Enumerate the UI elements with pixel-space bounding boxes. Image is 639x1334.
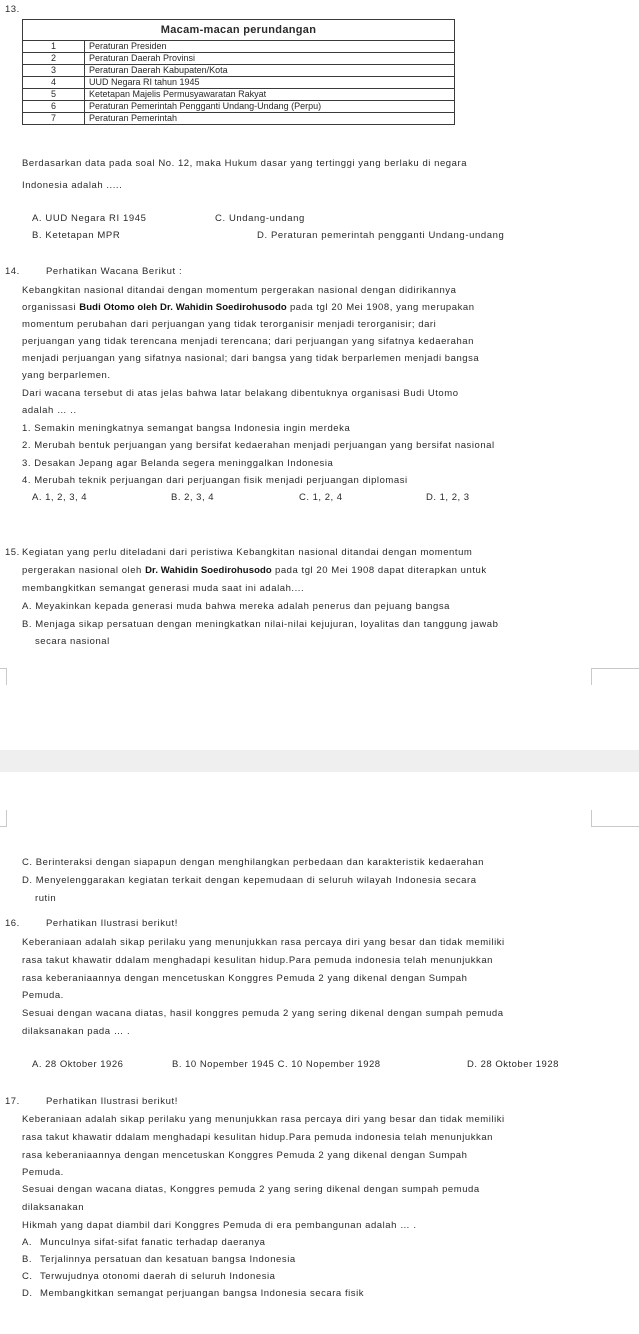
q14-heading: Perhatikan Wacana Berikut :: [46, 266, 183, 277]
q14-paragraph-line: perjuangan yang tidak terencana menjadi terencana; dari perjuangan yang sifatnya kedaerahan: [22, 336, 474, 347]
table-row: 1 Peraturan Presiden: [23, 41, 455, 53]
q13-option-a[interactable]: A. UUD Negara RI 1945: [32, 213, 147, 224]
q14-paragraph-line: yang berparlemen.: [22, 370, 111, 381]
q17-paragraph-line: dilaksanakan: [22, 1202, 85, 1213]
q14-paragraph-line: momentum perubahan dari perjuangan yang tidak terorganisir menjadi terorganisir; dari: [22, 319, 437, 330]
q17-option-d[interactable]: D. Membangkitkan semangat perjuangan bangsa Indonesia secara fisik: [22, 1288, 365, 1299]
q16-paragraph-line: rasa takut khawatir ddalam menghadapi kesulitan hidup.Para pemuda indonesia telah menunjukkan: [22, 955, 493, 966]
q16-heading: Perhatikan Ilustrasi berikut!: [46, 918, 178, 929]
table-row: 3 Peraturan Daerah Kabupaten/Kota: [23, 65, 455, 77]
q14-option-c[interactable]: C. 1, 2, 4: [299, 492, 343, 503]
page-separator: [0, 750, 639, 772]
q17-question-line: Hikmah yang dapat diambil dari Konggres Pemuda di era pembangunan adalah … .: [22, 1220, 417, 1231]
q14-paragraph-line: Dari wacana tersebut di atas jelas bahwa latar belakang dibentuknya organisasi Budi Utomo: [22, 388, 459, 399]
q15-option-b-cont: secara nasional: [35, 636, 110, 647]
table-row: 6 Peraturan Pemerintah Pengganti Undang-Undang (Perpu): [23, 101, 455, 113]
q15-option-a[interactable]: A. Meyakinkan kepada generasi muda bahwa mereka adalah penerus dan pejuang bangsa: [22, 601, 450, 612]
frame-corner: [0, 810, 7, 827]
q13-question-line2: Indonesia adalah .....: [22, 180, 123, 191]
q17-option-c[interactable]: C. Terwujudnya otonomi daerah di seluruh Indonesia: [22, 1271, 276, 1282]
q14-paragraph-line: Kebangkitan nasional ditandai dengan momentum pergerakan nasional dengan didirikannya: [22, 285, 457, 296]
q14-option-b[interactable]: B. 2, 3, 4: [171, 492, 215, 503]
q16-paragraph-line: dilaksanakan pada … .: [22, 1026, 131, 1037]
q15-option-c[interactable]: C. Berinteraksi dengan siapapun dengan menghilangkan perbedaan dan karakteristik kedaerahan: [22, 857, 485, 868]
q17-option-a[interactable]: A. Munculnya sifat-sifat fanatic terhadap daeranya: [22, 1237, 266, 1248]
q15-option-b[interactable]: B. Menjaga sikap persatuan dengan meningkatkan nilai-nilai kejujuran, loyalitas dan tanggung jawab: [22, 619, 499, 630]
q17-paragraph-line: rasa keberaniaannya dengan mencetuskan Konggres Pemuda 2 yang dikenal dengan Sumpah: [22, 1150, 468, 1161]
q15-number: 15.: [5, 547, 20, 558]
q16-paragraph-line: Pemuda.: [22, 990, 64, 1001]
q15-option-d[interactable]: D. Menyelenggarakan kegiatan terkait dengan kepemudaan di seluruh wilayah Indonesia secara: [22, 875, 477, 886]
q16-option-a[interactable]: A. 28 Oktober 1926: [32, 1059, 124, 1070]
q14-option-d[interactable]: D. 1, 2, 3: [426, 492, 470, 503]
q14-paragraph-line: menjadi perjuangan yang sifatnya nasional; dari bangsa yang tidak berparlemen menjadi bangsa: [22, 353, 480, 364]
table-title: Macam-macan perundangan: [23, 20, 455, 41]
q17-heading: Perhatikan Ilustrasi berikut!: [46, 1096, 178, 1107]
q14-statement-4: 4. Merubah teknik perjuangan dari perjuangan fisik menjadi perjuangan diplomasi: [22, 475, 408, 486]
q13-option-d[interactable]: D. Peraturan pemerintah pengganti Undang-undang: [257, 230, 505, 241]
q16-paragraph-line: Keberaniaan adalah sikap perilaku yang menunjukkan rasa percaya diri yang besar dan tidak memiliki: [22, 937, 505, 948]
q13-question-line1: Berdasarkan data pada soal No. 12, maka Hukum dasar yang tertinggi yang berlaku di negara: [22, 158, 468, 169]
q16-option-d[interactable]: D. 28 Oktober 1928: [467, 1059, 559, 1070]
q17-number: 17.: [5, 1096, 20, 1107]
q14-paragraph-line: organissasi Budi Otomo oleh Dr. Wahidin Soedirohusodo pada tgl 20 Mei 1908, yang merupakan: [22, 302, 475, 313]
table-row: 4 UUD Negara RI tahun 1945: [23, 77, 455, 89]
q13-number: 13.: [5, 4, 20, 15]
q16-paragraph-line: rasa keberaniaannya dengan mencetuskan Konggres Pemuda 2 yang dikenal dengan Sumpah: [22, 973, 468, 984]
legislation-table: [22, 19, 455, 125]
q13-option-c[interactable]: C. Undang-undang: [215, 213, 305, 224]
frame-corner: [591, 668, 639, 685]
frame-corner: [591, 810, 639, 827]
q15-option-d-cont: rutin: [35, 893, 57, 904]
q17-option-b[interactable]: B. Terjalinnya persatuan dan kesatuan bangsa Indonesia: [22, 1254, 296, 1265]
q15-question-line: Kegiatan yang perlu diteladani dari peristiwa Kebangkitan nasional ditandai dengan momentum: [22, 547, 473, 558]
q14-statement-1: 1. Semakin meningkatnya semangat bangsa Indonesia ingin merdeka: [22, 423, 351, 434]
q16-option-b-c[interactable]: B. 10 Nopember 1945 C. 10 Nopember 1928: [172, 1059, 381, 1070]
q14-statement-2: 2. Merubah bentuk perjuangan yang bersifat kedaerahan menjadi perjuangan yang bersifat nasional: [22, 440, 495, 451]
q17-paragraph-line: rasa takut khawatir ddalam menghadapi kesulitan hidup.Para pemuda indonesia telah menunjukkan: [22, 1132, 493, 1143]
q17-paragraph-line: Pemuda.: [22, 1167, 64, 1178]
q16-paragraph-line: Sesuai dengan wacana diatas, hasil konggres pemuda 2 yang sering dikenal dengan sumpah pemuda: [22, 1008, 504, 1019]
table-row: 2 Peraturan Daerah Provinsi: [23, 53, 455, 65]
q15-question-line: membangkitkan semangat generasi muda saat ini adalah....: [22, 583, 305, 594]
q14-number: 14.: [5, 266, 20, 277]
frame-corner: [0, 668, 7, 685]
q13-option-b[interactable]: B. Ketetapan MPR: [32, 230, 121, 241]
q17-paragraph-line: Sesuai dengan wacana diatas, Konggres pemuda 2 yang sering dikenal dengan sumpah pemuda: [22, 1184, 480, 1195]
q14-paragraph-line: adalah … ..: [22, 405, 77, 416]
table-row: 7 Peraturan Pemerintah: [23, 113, 455, 125]
table-row: 5 Ketetapan Majelis Permusyawaratan Rakyat: [23, 89, 455, 101]
q15-question-line: pergerakan nasional oleh Dr. Wahidin Soedirohusodo pada tgl 20 Mei 1908 dapat diterapkan untuk: [22, 565, 487, 576]
q14-option-a[interactable]: A. 1, 2, 3, 4: [32, 492, 88, 503]
q14-statement-3: 3. Desakan Jepang agar Belanda segera meninggalkan Indonesia: [22, 458, 334, 469]
q17-paragraph-line: Keberaniaan adalah sikap perilaku yang menunjukkan rasa percaya diri yang besar dan tidak memiliki: [22, 1114, 505, 1125]
q16-number: 16.: [5, 918, 20, 929]
